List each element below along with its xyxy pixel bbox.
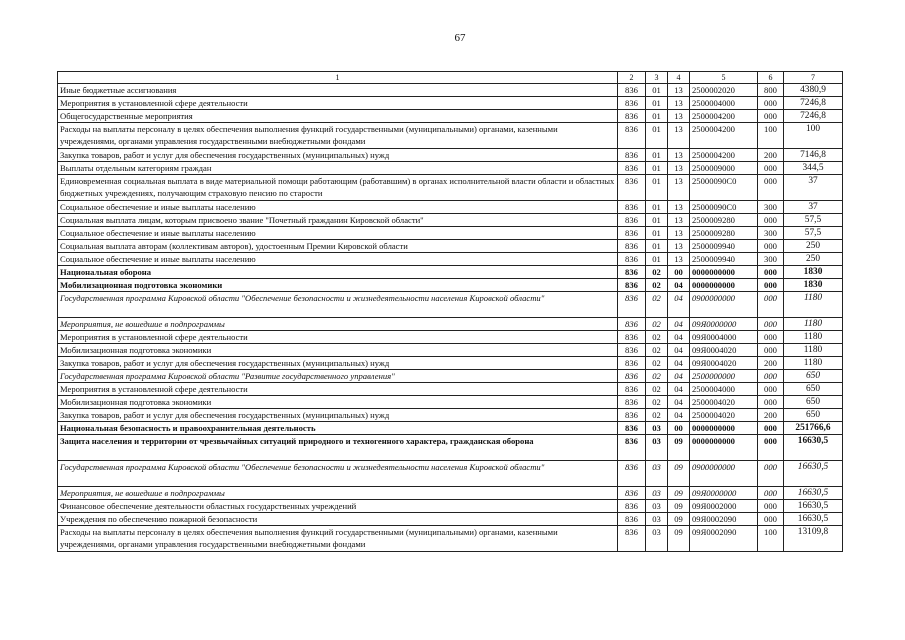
- table-row: [58, 357, 843, 370]
- row-amount: 650: [784, 370, 843, 383]
- row-admin-code: 836: [618, 383, 646, 396]
- row-target-code: 2500009940: [690, 253, 758, 266]
- row-amount: 251766,6: [784, 422, 843, 435]
- row-target-code: 25000090С0: [690, 201, 758, 214]
- row-target-code: 09Я0000000: [690, 487, 758, 500]
- row-section: 01: [646, 162, 668, 175]
- row-expense-type: 300: [758, 227, 784, 240]
- row-name: Расходы на выплаты персоналу в целях обеспечения выполнения функций государственными (муниципальными) органами, казенными учреждениями, органами управления государственными внебюджетными фондами: [58, 526, 618, 552]
- row-name: Государственная программа Кировской области "Развитие государственного управления": [58, 370, 618, 383]
- row-name: Финансовое обеспечение деятельности областных государственных учреждений: [58, 500, 618, 513]
- row-subsection: 09: [668, 487, 690, 500]
- row-admin-code: 836: [618, 214, 646, 227]
- row-section: 02: [646, 357, 668, 370]
- row-name: Социальное обеспечение и иные выплаты населению: [58, 253, 618, 266]
- row-name: Мероприятия в установленной сфере деятельности: [58, 97, 618, 110]
- row-section: 01: [646, 175, 668, 201]
- row-target-code: 0000000000: [690, 422, 758, 435]
- row-admin-code: 836: [618, 292, 646, 318]
- table-row: [58, 318, 843, 331]
- row-admin-code: 836: [618, 500, 646, 513]
- row-section: 03: [646, 422, 668, 435]
- column-number-admin: 2: [618, 72, 646, 84]
- row-subsection: 13: [668, 201, 690, 214]
- row-amount: 13109,8: [784, 526, 843, 552]
- row-expense-type: 200: [758, 149, 784, 162]
- row-subsection: 04: [668, 279, 690, 292]
- row-expense-type: 000: [758, 344, 784, 357]
- row-name: Социальная выплата лицам, которым присвоено звание "Почетный гражданин Кировской области": [58, 214, 618, 227]
- table-row: [58, 487, 843, 500]
- column-number-subsection: 4: [668, 72, 690, 84]
- row-amount: 4380,9: [784, 84, 843, 97]
- table-row: [58, 422, 843, 435]
- page-number: 67: [454, 32, 466, 44]
- row-subsection: 13: [668, 253, 690, 266]
- row-expense-type: 000: [758, 487, 784, 500]
- row-expense-type: 000: [758, 331, 784, 344]
- row-subsection: 04: [668, 357, 690, 370]
- row-subsection: 04: [668, 344, 690, 357]
- row-admin-code: 836: [618, 227, 646, 240]
- row-subsection: 13: [668, 175, 690, 201]
- row-amount: 16630,5: [784, 500, 843, 513]
- table-row: [58, 344, 843, 357]
- row-name: Мобилизационная подготовка экономики: [58, 344, 618, 357]
- row-target-code: 2500009940: [690, 240, 758, 253]
- table-row: [58, 513, 843, 526]
- row-section: 02: [646, 318, 668, 331]
- row-subsection: 04: [668, 331, 690, 344]
- row-section: 02: [646, 344, 668, 357]
- row-amount: 100: [784, 123, 843, 149]
- row-target-code: 09Я0004000: [690, 331, 758, 344]
- row-target-code: 2500004200: [690, 123, 758, 149]
- row-name: Мобилизационная подготовка экономики: [58, 279, 618, 292]
- row-section: 03: [646, 461, 668, 487]
- row-amount: 7146,8: [784, 149, 843, 162]
- row-section: 01: [646, 240, 668, 253]
- table-header-row: [58, 72, 843, 84]
- table-row: [58, 227, 843, 240]
- row-target-code: 2500000000: [690, 370, 758, 383]
- row-target-code: 2500004200: [690, 110, 758, 123]
- table-row: [58, 97, 843, 110]
- row-name: Закупка товаров, работ и услуг для обеспечения государственных (муниципальных) нужд: [58, 409, 618, 422]
- row-section: 02: [646, 396, 668, 409]
- row-section: 02: [646, 331, 668, 344]
- row-section: 02: [646, 292, 668, 318]
- row-subsection: 13: [668, 123, 690, 149]
- row-admin-code: 836: [618, 513, 646, 526]
- row-admin-code: 836: [618, 435, 646, 461]
- row-section: 03: [646, 513, 668, 526]
- row-subsection: 13: [668, 84, 690, 97]
- row-target-code: 0900000000: [690, 292, 758, 318]
- row-amount: 650: [784, 396, 843, 409]
- row-amount: 37: [784, 175, 843, 201]
- row-subsection: 13: [668, 97, 690, 110]
- column-number-expense-type: 6: [758, 72, 784, 84]
- row-target-code: 09Я0002090: [690, 526, 758, 552]
- row-section: 03: [646, 526, 668, 552]
- row-section: 01: [646, 214, 668, 227]
- row-name: Мероприятия, не вошедшие в подпрограммы: [58, 487, 618, 500]
- table-row: [58, 500, 843, 513]
- row-admin-code: 836: [618, 97, 646, 110]
- row-expense-type: 000: [758, 175, 784, 201]
- row-subsection: 09: [668, 500, 690, 513]
- row-amount: 1180: [784, 344, 843, 357]
- row-target-code: 2500004020: [690, 396, 758, 409]
- row-expense-type: 200: [758, 409, 784, 422]
- row-target-code: 0000000000: [690, 435, 758, 461]
- table-row: [58, 201, 843, 214]
- row-admin-code: 836: [618, 487, 646, 500]
- row-admin-code: 836: [618, 266, 646, 279]
- row-name: Закупка товаров, работ и услуг для обеспечения государственных (муниципальных) нужд: [58, 357, 618, 370]
- row-section: 01: [646, 97, 668, 110]
- row-target-code: 2500004200: [690, 149, 758, 162]
- row-expense-type: 800: [758, 84, 784, 97]
- row-amount: 16630,5: [784, 435, 843, 461]
- row-expense-type: 000: [758, 318, 784, 331]
- row-expense-type: 000: [758, 214, 784, 227]
- row-amount: 1830: [784, 266, 843, 279]
- row-name: Выплаты отдельным категориям граждан: [58, 162, 618, 175]
- row-name: Социальное обеспечение и иные выплаты населению: [58, 201, 618, 214]
- row-expense-type: 000: [758, 500, 784, 513]
- row-name: Мобилизационная подготовка экономики: [58, 396, 618, 409]
- row-admin-code: 836: [618, 396, 646, 409]
- row-subsection: 04: [668, 396, 690, 409]
- row-target-code: 0000000000: [690, 266, 758, 279]
- row-admin-code: 836: [618, 84, 646, 97]
- column-number-amount: 7: [784, 72, 843, 84]
- row-section: 02: [646, 409, 668, 422]
- row-expense-type: 000: [758, 422, 784, 435]
- row-amount: 250: [784, 240, 843, 253]
- table-body: [58, 84, 843, 552]
- table-row: [58, 214, 843, 227]
- budget-table: [57, 71, 843, 552]
- table-row: [58, 370, 843, 383]
- row-subsection: 13: [668, 214, 690, 227]
- row-amount: 7246,8: [784, 110, 843, 123]
- table-row: [58, 110, 843, 123]
- row-section: 01: [646, 84, 668, 97]
- row-amount: 1180: [784, 292, 843, 318]
- table-row: [58, 175, 843, 201]
- row-admin-code: 836: [618, 422, 646, 435]
- row-name: Мероприятия в установленной сфере деятельности: [58, 331, 618, 344]
- row-admin-code: 836: [618, 526, 646, 552]
- table-row: [58, 526, 843, 552]
- row-admin-code: 836: [618, 175, 646, 201]
- row-name: Иные бюджетные ассигнования: [58, 84, 618, 97]
- table-row: [58, 292, 843, 318]
- row-admin-code: 836: [618, 162, 646, 175]
- row-admin-code: 836: [618, 123, 646, 149]
- row-expense-type: 300: [758, 201, 784, 214]
- row-name: Единовременная социальная выплата в виде материальной помощи работающим (работавшим) в органах исполнительной власти области и областных бюджетных учреждениях, получающим страховую пенсию по старости: [58, 175, 618, 201]
- row-subsection: 13: [668, 227, 690, 240]
- row-target-code: 2500002020: [690, 84, 758, 97]
- row-amount: 16630,5: [784, 513, 843, 526]
- row-name: Государственная программа Кировской области "Обеспечение безопасности и жизнедеятельности населения Кировской области": [58, 292, 618, 318]
- row-expense-type: 000: [758, 240, 784, 253]
- row-amount: 650: [784, 409, 843, 422]
- row-admin-code: 836: [618, 409, 646, 422]
- row-section: 02: [646, 383, 668, 396]
- row-subsection: 09: [668, 513, 690, 526]
- row-subsection: 13: [668, 240, 690, 253]
- row-admin-code: 836: [618, 149, 646, 162]
- row-name: Общегосударственные мероприятия: [58, 110, 618, 123]
- row-target-code: 2500009280: [690, 227, 758, 240]
- row-target-code: 09Я0002000: [690, 500, 758, 513]
- row-subsection: 04: [668, 292, 690, 318]
- table-row: [58, 383, 843, 396]
- row-amount: 250: [784, 253, 843, 266]
- row-admin-code: 836: [618, 201, 646, 214]
- row-admin-code: 836: [618, 344, 646, 357]
- row-name: Государственная программа Кировской области "Обеспечение безопасности и жизнедеятельности населения Кировской области": [58, 461, 618, 487]
- column-number-target-code: 5: [690, 72, 758, 84]
- row-name: Учреждения по обеспечению пожарной безопасности: [58, 513, 618, 526]
- row-admin-code: 836: [618, 253, 646, 266]
- row-name: Защита населения и территории от чрезвычайных ситуаций природного и техногенного характера, гражданская оборона: [58, 435, 618, 461]
- row-section: 02: [646, 279, 668, 292]
- row-target-code: 09Я0004020: [690, 357, 758, 370]
- row-expense-type: 000: [758, 383, 784, 396]
- row-expense-type: 000: [758, 162, 784, 175]
- row-expense-type: 000: [758, 370, 784, 383]
- row-name: Расходы на выплаты персоналу в целях обеспечения выполнения функций государственными (муниципальными) органами, казенными учреждениями, органами управления государственными внебюджетными фондами: [58, 123, 618, 149]
- row-section: 01: [646, 253, 668, 266]
- table-row: [58, 461, 843, 487]
- row-amount: 650: [784, 383, 843, 396]
- row-amount: 16630,5: [784, 487, 843, 500]
- row-admin-code: 836: [618, 331, 646, 344]
- row-subsection: 09: [668, 435, 690, 461]
- row-expense-type: 000: [758, 279, 784, 292]
- row-admin-code: 836: [618, 461, 646, 487]
- row-section: 01: [646, 149, 668, 162]
- table-row: [58, 240, 843, 253]
- row-expense-type: 100: [758, 123, 784, 149]
- table-row: [58, 435, 843, 461]
- row-admin-code: 836: [618, 357, 646, 370]
- row-expense-type: 000: [758, 110, 784, 123]
- table-row: [58, 123, 843, 149]
- row-expense-type: 000: [758, 513, 784, 526]
- row-section: 01: [646, 227, 668, 240]
- table-row: [58, 162, 843, 175]
- row-target-code: 09Я0002090: [690, 513, 758, 526]
- row-subsection: 04: [668, 383, 690, 396]
- row-target-code: 25000090С0: [690, 175, 758, 201]
- row-name: Мероприятия в установленной сфере деятельности: [58, 383, 618, 396]
- row-amount: 344,5: [784, 162, 843, 175]
- row-subsection: 04: [668, 318, 690, 331]
- row-admin-code: 836: [618, 110, 646, 123]
- row-target-code: 09Я0004020: [690, 344, 758, 357]
- row-name: Национальная оборона: [58, 266, 618, 279]
- row-section: 02: [646, 266, 668, 279]
- table-row: [58, 331, 843, 344]
- row-amount: 57,5: [784, 214, 843, 227]
- table-row: [58, 409, 843, 422]
- row-target-code: 0900000000: [690, 461, 758, 487]
- row-target-code: 2500004020: [690, 409, 758, 422]
- row-name: Социальное обеспечение и иные выплаты населению: [58, 227, 618, 240]
- row-name: Мероприятия, не вошедшие в подпрограммы: [58, 318, 618, 331]
- row-expense-type: 000: [758, 396, 784, 409]
- row-expense-type: 200: [758, 357, 784, 370]
- row-amount: 1830: [784, 279, 843, 292]
- row-expense-type: 000: [758, 461, 784, 487]
- row-section: 02: [646, 370, 668, 383]
- row-admin-code: 836: [618, 318, 646, 331]
- row-subsection: 13: [668, 149, 690, 162]
- row-subsection: 00: [668, 266, 690, 279]
- row-name: Закупка товаров, работ и услуг для обеспечения государственных (муниципальных) нужд: [58, 149, 618, 162]
- row-expense-type: 100: [758, 526, 784, 552]
- row-subsection: 09: [668, 461, 690, 487]
- row-amount: 37: [784, 201, 843, 214]
- row-section: 01: [646, 110, 668, 123]
- row-target-code: 2500009000: [690, 162, 758, 175]
- table-row: [58, 266, 843, 279]
- row-amount: 1180: [784, 331, 843, 344]
- table-row: [58, 396, 843, 409]
- row-section: 03: [646, 500, 668, 513]
- table-row: [58, 253, 843, 266]
- table-row: [58, 279, 843, 292]
- row-expense-type: 000: [758, 266, 784, 279]
- row-target-code: 2500009280: [690, 214, 758, 227]
- row-section: 03: [646, 487, 668, 500]
- row-name: Национальная безопасность и правоохранительная деятельность: [58, 422, 618, 435]
- row-admin-code: 836: [618, 370, 646, 383]
- row-subsection: 13: [668, 110, 690, 123]
- row-expense-type: 000: [758, 97, 784, 110]
- row-section: 01: [646, 201, 668, 214]
- row-expense-type: 000: [758, 435, 784, 461]
- row-subsection: 09: [668, 526, 690, 552]
- row-section: 01: [646, 123, 668, 149]
- row-expense-type: 300: [758, 253, 784, 266]
- row-amount: 16630,5: [784, 461, 843, 487]
- row-name: Социальная выплата авторам (коллективам авторов), удостоенным Премии Кировской области: [58, 240, 618, 253]
- row-amount: 57,5: [784, 227, 843, 240]
- row-target-code: 09Я0000000: [690, 318, 758, 331]
- column-number-name: 1: [58, 72, 618, 84]
- row-subsection: 04: [668, 409, 690, 422]
- row-expense-type: 000: [758, 292, 784, 318]
- row-amount: 1180: [784, 357, 843, 370]
- row-target-code: 0000000000: [690, 279, 758, 292]
- column-number-section: 3: [646, 72, 668, 84]
- row-subsection: 04: [668, 370, 690, 383]
- row-amount: 1180: [784, 318, 843, 331]
- row-admin-code: 836: [618, 279, 646, 292]
- row-subsection: 13: [668, 162, 690, 175]
- row-target-code: 2500004000: [690, 97, 758, 110]
- table-row: [58, 149, 843, 162]
- row-amount: 7246,8: [784, 97, 843, 110]
- row-subsection: 00: [668, 422, 690, 435]
- row-section: 03: [646, 435, 668, 461]
- row-admin-code: 836: [618, 240, 646, 253]
- table-row: [58, 84, 843, 97]
- row-target-code: 2500004000: [690, 383, 758, 396]
